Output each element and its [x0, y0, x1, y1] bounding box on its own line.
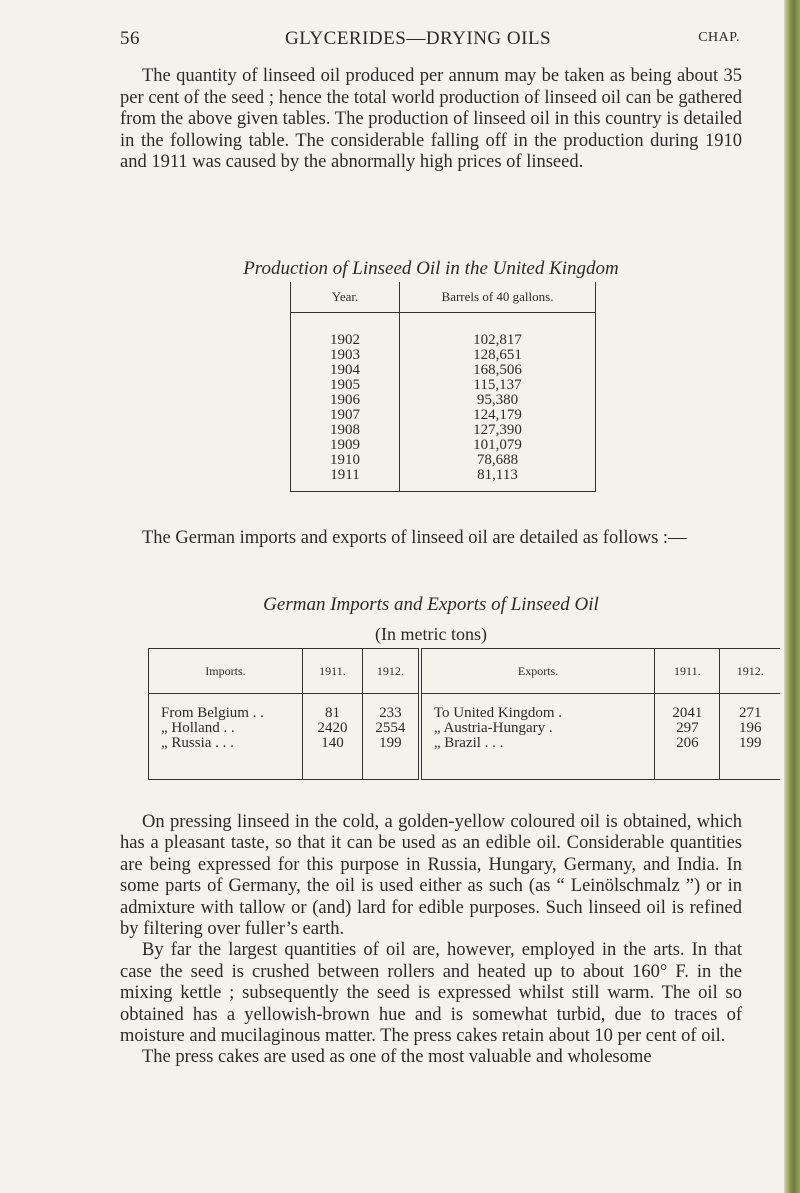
table-row: 1910 78,688: [291, 453, 596, 468]
col-header-year: Year.: [291, 282, 400, 313]
col-header-exports-1911: 1911.: [655, 649, 720, 694]
table-row: 1906 95,380: [291, 393, 596, 408]
table-row: 1911 81,113: [291, 468, 596, 492]
body-text-lower: [120, 812, 742, 1069]
page-header: [120, 28, 740, 54]
table-row: „ Holland . . 2420 2554 „ Austria-Hungary . 297 196: [149, 721, 781, 736]
table1-caption: Production of Linseed Oil in the United Kingdom: [243, 258, 619, 279]
paragraph-cold-pressing: On pressing linseed in the cold, a golden-yellow coloured oil is obtained, which has a pleasant taste, so that it can be used as an edible oil. Considerable quantities are being expressed for this purpose in Russia, Hungary, Germany, and India. In some parts of Germany, the oil is used either as such (as “ Leinölschmalz ”) or in admixture with tallow or (and) lard for edible purposes. Such linseed oil is refined by filtering over fuller’s earth.: [120, 812, 742, 940]
table-row: From Belgium . . 81 233 To United Kingdom . 2041 271: [149, 694, 781, 722]
paragraph-arts-use: By far the largest quantities of oil are, however, employed in the arts. In that case the seed is crushed between rollers and heated up to about 160° F. in the mixing kettle ; subsequently the seed is expressed whilst still warm. The oil so obtained has a yellowish-brown hue and is somewhat turbid, due to traces of moisture and mucilaginous matter. The press cakes retain about 10 per cent of oil.: [120, 940, 742, 1047]
table-row: 1907 124,179: [291, 408, 596, 423]
col-header-imports-1911: 1911.: [302, 649, 362, 694]
col-header-imports-1912: 1912.: [362, 649, 419, 694]
table-row: 1905 115,137: [291, 378, 596, 393]
paragraph-german-intro: The German imports and exports of linseed oil are detailed as follows :—: [142, 528, 687, 548]
german-trade-table: [148, 648, 780, 780]
table-row: 1902 102,817: [291, 313, 596, 349]
page-number: 56: [120, 28, 140, 49]
col-header-exports: Exports.: [420, 649, 655, 694]
col-header-exports-1912: 1912.: [720, 649, 780, 694]
table-row: 1903 128,651: [291, 348, 596, 363]
page-edge: [784, 0, 800, 1193]
col-header-imports: Imports.: [149, 649, 303, 694]
table-row: 1904 168,506: [291, 363, 596, 378]
table-row: 1909 101,079: [291, 438, 596, 453]
table-row: 1908 127,390: [291, 423, 596, 438]
running-title: GLYCERIDES—DRYING OILS: [285, 28, 552, 49]
col-header-barrels: Barrels of 40 gallons.: [400, 282, 596, 313]
table2-caption: German Imports and Exports of Linseed Oil: [263, 594, 599, 615]
paragraph-linseed-production: The quantity of linseed oil produced per annum may be taken as being about 35 per cent of the seed ; hence the total world production of linseed oil can be gathered from the above given tables. The production of linseed oil in this country is detailed in the following table. The considerable falling off in the production during 1910 and 1911 was caused by the abnormally high prices of linseed.: [120, 66, 742, 172]
table-row: „ Russia . . . 140 199 „ Brazil . . . 206 199: [149, 736, 781, 780]
chapter-label: CHAP.: [698, 30, 740, 45]
paragraph-press-cakes: The press cakes are used as one of the most valuable and wholesome: [142, 1047, 652, 1068]
uk-production-table: [290, 282, 596, 492]
table2-subcaption: (In metric tons): [375, 624, 487, 644]
